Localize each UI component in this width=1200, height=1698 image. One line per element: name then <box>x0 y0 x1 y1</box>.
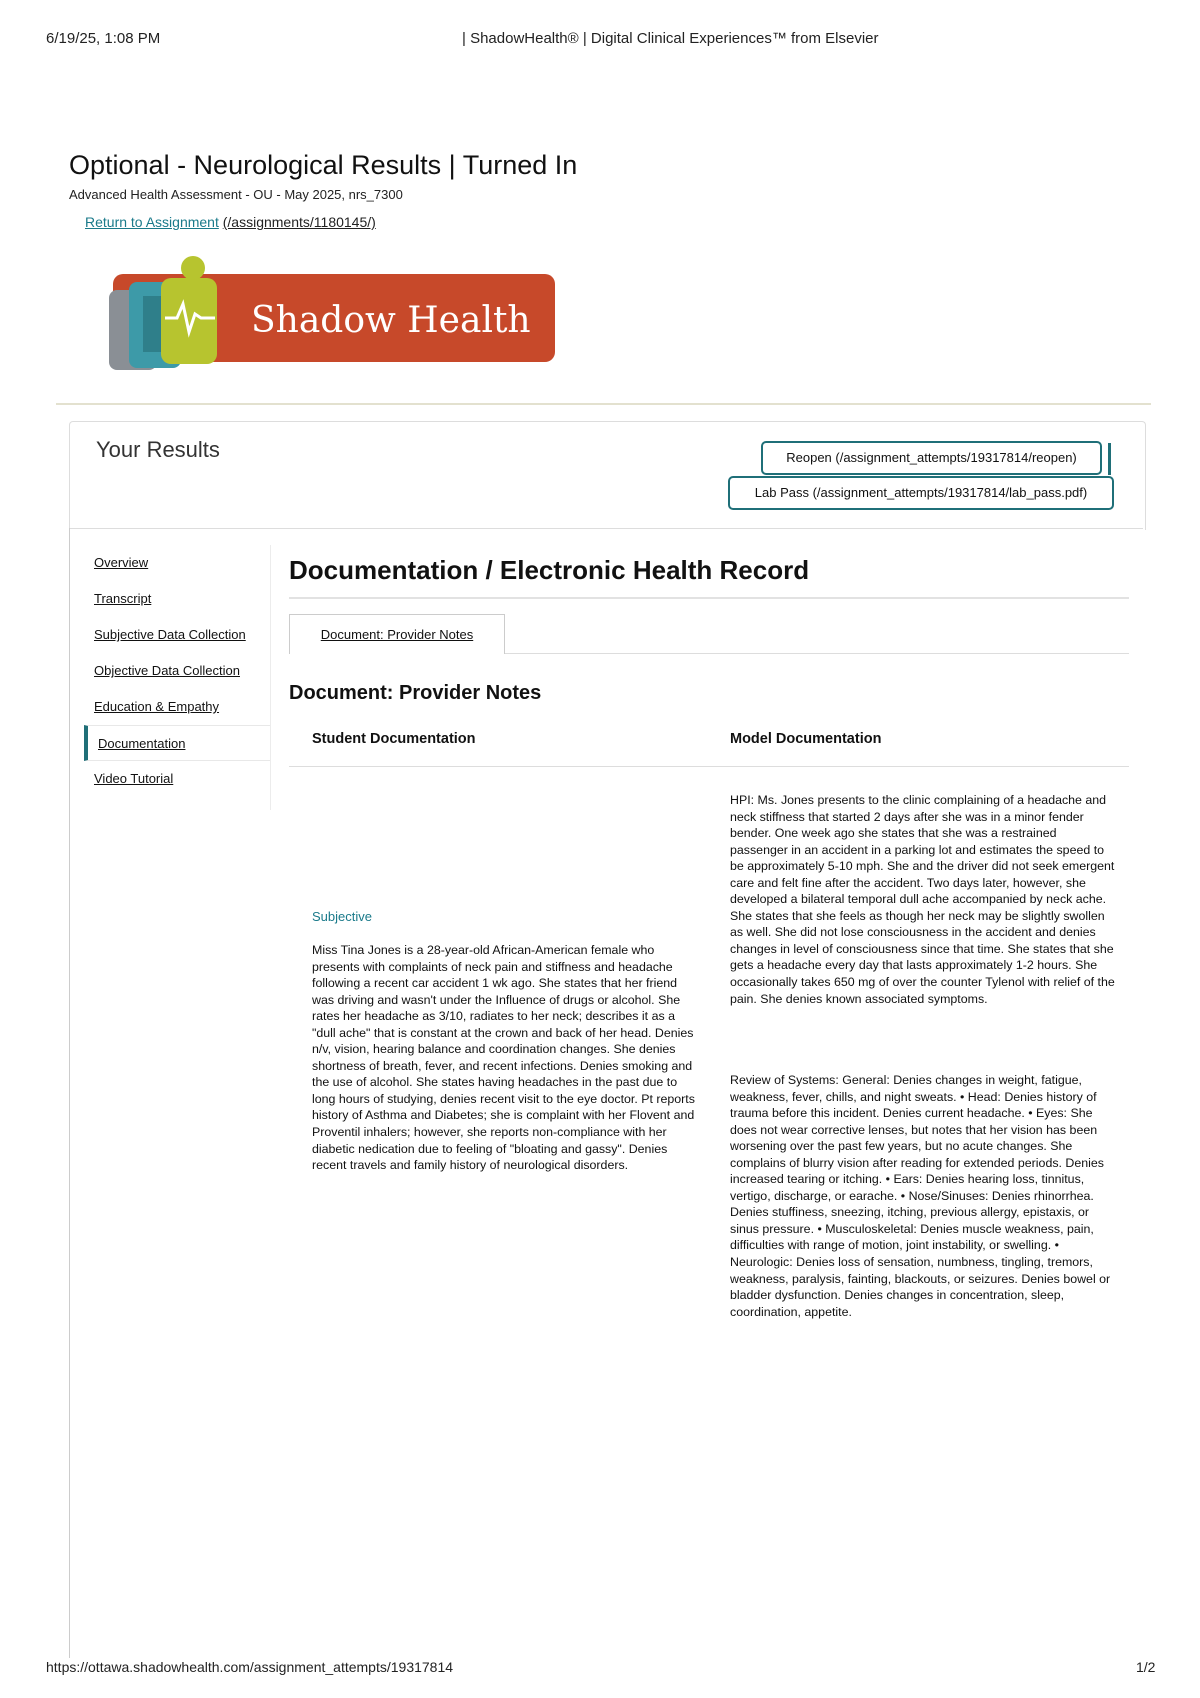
return-to-assignment-link[interactable] <box>85 214 376 230</box>
return-link-label[interactable]: Return to Assignment <box>85 214 219 230</box>
sidebar-item-education-empathy[interactable]: Education & Empathy <box>94 699 220 714</box>
print-page-title: | ShadowHealth® | Digital Clinical Experiences™ from Elsevier <box>462 30 879 47</box>
panel-left-border <box>69 528 70 1658</box>
model-ros-text: Review of Systems: General: Denies changes in weight, fatigue, weakness, fever, chills, and night sweats. • Head: Denies history of trauma before this incident. Denies current headache. • Eyes: She does not wear corrective lenses, but notes that her vision has been worsening over the past few years, but no acute changes. She complains of blurry vision after reading for extended periods. Denies increased tearing or itching. • Ears: Denies hearing loss, tinnitus, vertigo, discharge, or earache. • Nose/Sinuses: Denies rhinorrhea. Denies stuffiness, sneezing, itching, previous allergy, epistaxis, or sinus pressure. • Musculoskeletal: Denies muscle weakness, pain, difficulties with range of motion, joint instability, or swelling. • Neurologic: Denies loss of sensation, numbness, tingling, tremors, weakness, paralysis, fainting, blackouts, or seizures. Denies bowel or bladder dysfunction. Denies changes in concentration, sleep, coordination, appetite. <box>730 1073 1114 1319</box>
lab-pass-button[interactable]: Lab Pass (/assignment_attempts/19317814/lab_pass.pdf) <box>728 476 1114 510</box>
sidebar-divider <box>270 545 271 810</box>
sidebar-item-subjective-data-collection[interactable]: Subjective Data Collection <box>94 627 246 642</box>
page-title: Optional - Neurological Results | Turned In <box>69 150 578 180</box>
subjective-label: Subjective <box>312 909 372 924</box>
logo-figures-icon <box>109 256 217 370</box>
sidebar-item-transcript[interactable]: Transcript <box>94 591 152 606</box>
sidebar-item-documentation[interactable]: Documentation <box>84 725 270 761</box>
section-title: Documentation / Electronic Health Record <box>289 555 810 585</box>
results-divider <box>69 528 1143 529</box>
your-results-heading: Your Results <box>96 437 220 462</box>
print-date: 6/19/25, 1:08 PM <box>46 30 161 47</box>
reopen-button-edge <box>1108 443 1111 475</box>
logo-text: Shadow Health <box>251 300 531 341</box>
table-header-rule <box>289 766 1129 767</box>
tab-baseline <box>505 653 1129 654</box>
print-page-number: 1/2 <box>1136 1659 1156 1675</box>
student-documentation-header: Student Documentation <box>312 731 476 747</box>
shadow-health-logo <box>105 256 555 376</box>
course-name: Advanced Health Assessment - OU - May 2025, nrs_7300 <box>69 187 403 202</box>
sidebar-item-objective-data-collection[interactable]: Objective Data Collection <box>94 663 240 678</box>
student-documentation-text: Miss Tina Jones is a 28-year-old African-American female who presents with complaints of neck pain and stiffness and headache following a recent car accident 1 wk ago. She states that her friend was driving and wasn't under the Influence of drugs or alcohol. She rates her headache as 3/10, radiates to her neck; describes it as a "dull ache" that is constant at the crown and back of her head. Denies n/v, vision, hearing balance and coordination changes. She denies shortness of breath, fever, and recent infections. Denies smoking and the use of alcohol. She states having headaches in the past due to long hours of studying, denies recent visit to the eye doctor. Pt reports history of Asthma and Diabetes; she is complaint with her Flovent and Proventil inhalers; however, she reports non-compliance with her diabetic nedication due to feeling of "bloating and gassy". Denies recent travels and family history of neurological disorders. <box>312 943 699 1173</box>
return-link-url: (/assignments/1180145/) <box>222 214 376 230</box>
model-documentation-header: Model Documentation <box>730 731 882 747</box>
reopen-button[interactable]: Reopen (/assignment_attempts/19317814/reopen) <box>761 441 1102 475</box>
model-hpi-text: HPI: Ms. Jones presents to the clinic complaining of a headache and neck stiffness that started 2 days after she was in a minor fender bender. One week ago she states that she was a restrained passenger in an accident in a parking lot and estimates the speed to be approximately 5-10 mph. She and the driver did not seek emergent care and felt fine after the accident. Two days later, however, she developed a bilateral temporal dull ache accompanied by neck ache. She states that she feels as though her neck may be slightly swollen as well. She did not lose consciousness in the accident and denies changes in level of consciousness since that time. She states that she gets a headache every day that lasts approximately 1-2 hours. She occasionally takes 650 mg of over the counter Tylenol with relief of the pain. She denies known associated symptoms. <box>730 793 1119 1006</box>
tab-provider-notes[interactable]: Document: Provider Notes <box>289 614 505 654</box>
sidebar-nav <box>84 545 270 797</box>
sidebar-item-video-tutorial[interactable]: Video Tutorial <box>94 771 174 786</box>
header-divider <box>56 403 1151 405</box>
print-footer-url: https://ottawa.shadowhealth.com/assignment_attempts/19317814 <box>46 1659 454 1675</box>
section-title-rule <box>289 597 1129 599</box>
sidebar-item-overview[interactable]: Overview <box>94 555 149 570</box>
document-heading: Document: Provider Notes <box>289 682 542 704</box>
